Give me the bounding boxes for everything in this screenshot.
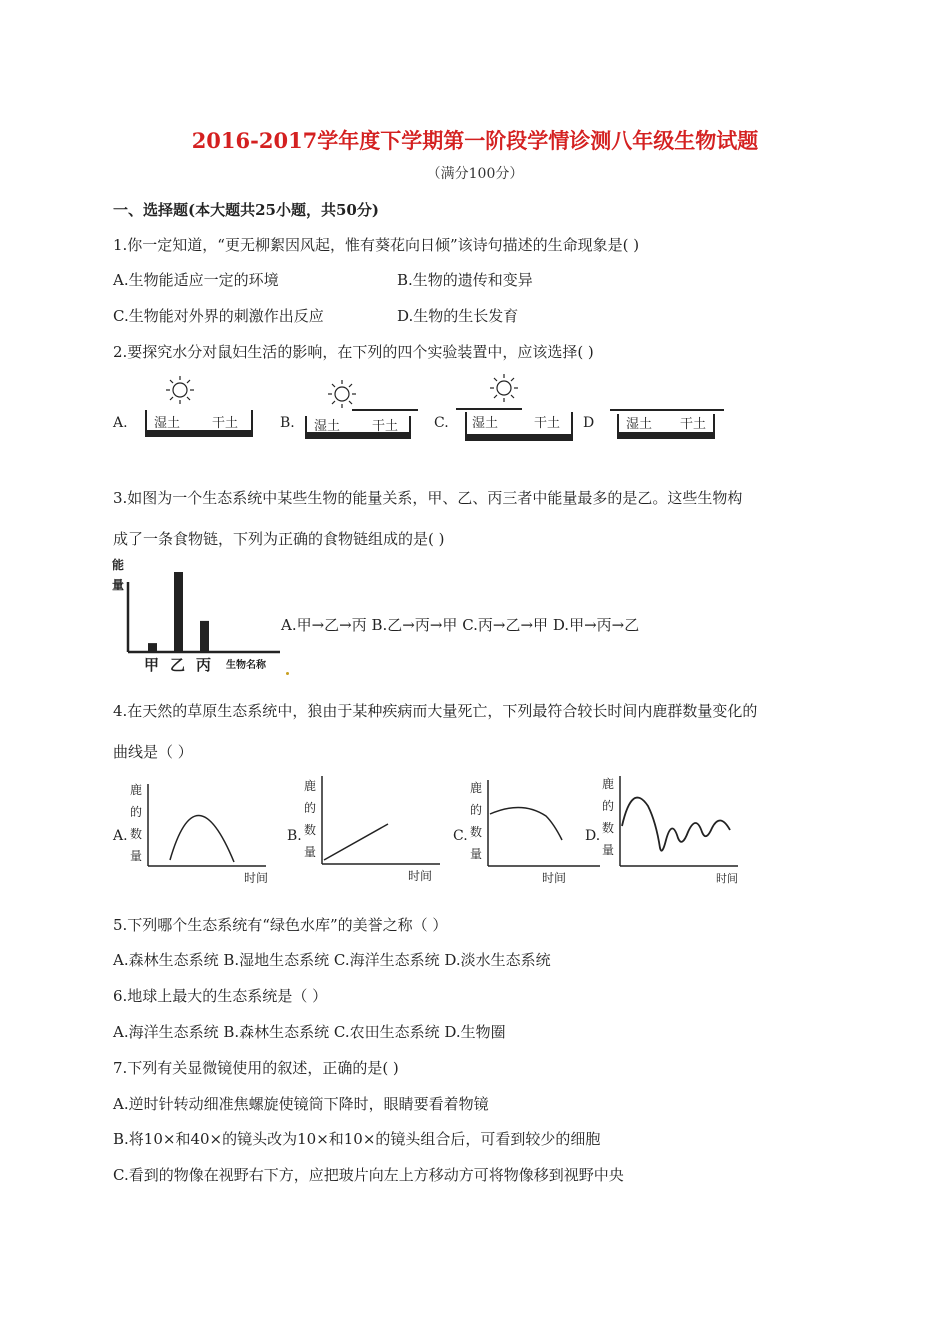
- svg-text:的: 的: [304, 801, 317, 815]
- x-axis-label: 时间: [244, 871, 269, 885]
- apparatus-d-label: D: [583, 415, 595, 431]
- score-note: （满分100分）: [426, 166, 524, 182]
- deer-population-curve: [622, 798, 730, 851]
- x-axis-label: 时间: [716, 872, 738, 885]
- curve-b-graph: [300, 770, 450, 886]
- chart-xlabel: 生物名称: [226, 660, 266, 671]
- svg-text:数: 数: [130, 827, 143, 841]
- dry-soil-label: 干土: [680, 417, 707, 432]
- curve-a-label: A.: [113, 828, 128, 844]
- svg-text:量: 量: [470, 847, 483, 861]
- apparatus-c-diagram: [452, 372, 582, 452]
- question-7-stem: 7.下列有关显微镜使用的叙述，正确的是( ): [113, 1059, 399, 1077]
- apparatus-b-diagram: [296, 372, 426, 452]
- svg-text:的: 的: [130, 805, 143, 819]
- question-7-option-c: C.看到的物像在视野右下方，应把玻片向左上方移动方可将物像移到视野中央: [113, 1166, 624, 1184]
- apparatus-a-diagram: [140, 372, 260, 452]
- x-axis-label: 时间: [542, 871, 567, 885]
- bar-0: [148, 643, 157, 652]
- bar-2: [200, 621, 209, 652]
- dry-soil-label: 干土: [212, 416, 239, 431]
- dry-soil-label: 干土: [372, 419, 399, 434]
- question-1-option-a: A.生物能适应一定的环境: [113, 271, 279, 289]
- svg-text:数: 数: [470, 825, 483, 839]
- question-3-options: A.甲→乙→丙 B.乙→丙→甲 C.丙→乙→甲 D.甲→丙→乙: [281, 616, 640, 634]
- dry-soil-label: 干土: [534, 416, 561, 431]
- apparatus-d-diagram: [604, 372, 734, 452]
- question-1-stem: 1.你一定知道，“更无柳絮因风起，惟有葵花向日倾”该诗句描述的生命现象是( ): [113, 236, 640, 254]
- sun-icon: [166, 376, 194, 404]
- question-7-option-a: A.逆时针转动细准焦螺旋使镜筒下降时，眼睛要看着物镜: [113, 1095, 489, 1113]
- wet-soil-label: 湿土: [472, 416, 499, 431]
- svg-text:鹿: 鹿: [130, 783, 143, 797]
- wet-soil-label: 湿土: [154, 416, 181, 431]
- svg-text:鹿: 鹿: [304, 779, 317, 793]
- section-heading: 一、选择题(本大题共25小题，共50分): [113, 201, 379, 219]
- question-3-stem-line1: 3.如图为一个生态系统中某些生物的能量关系，甲、乙、丙三者中能量最多的是乙。这些生物构: [113, 489, 743, 507]
- apparatus-c-label: C.: [434, 415, 449, 431]
- chart-ylabel-bottom: 量: [112, 578, 125, 592]
- curve-b-label: B.: [287, 828, 302, 844]
- bar-label-0: 甲: [144, 656, 160, 674]
- svg-text:量: 量: [602, 843, 615, 857]
- svg-text:的: 的: [470, 803, 483, 817]
- question-6-options: A.海洋生态系统 B.森林生态系统 C.农田生态系统 D.生物圈: [113, 1023, 506, 1041]
- question-1-option-b: B.生物的遗传和变异: [397, 271, 533, 289]
- question-4-stem-line2: 曲线是（ ）: [113, 743, 193, 761]
- sun-icon: [328, 380, 356, 408]
- chart-ylabel-top: 能: [112, 558, 125, 572]
- curve-d-graph: [598, 770, 748, 886]
- bar-label-2: 丙: [196, 656, 212, 674]
- curve-c-label: C.: [453, 828, 468, 844]
- svg-text:的: 的: [602, 799, 615, 813]
- svg-text:数: 数: [304, 823, 317, 837]
- x-axis-label: 时间: [408, 869, 433, 883]
- ink-dot: [286, 672, 289, 675]
- curve-d-label: D.: [585, 828, 601, 844]
- question-5-stem: 5.下列哪个生态系统有“绿色水库”的美誉之称（ ）: [113, 916, 448, 934]
- question-5-options: A.森林生态系统 B.湿地生态系统 C.海洋生态系统 D.淡水生态系统: [113, 951, 551, 969]
- deer-population-curve: [170, 815, 234, 862]
- question-7-option-b: B.将10×和40×的镜头改为10×和10×的镜头组合后，可看到较少的细胞: [113, 1130, 601, 1148]
- wet-soil-label: 湿土: [314, 419, 341, 434]
- question-1-option-c: C.生物能对外界的刺激作出反应: [113, 307, 324, 325]
- svg-text:量: 量: [130, 849, 143, 863]
- deer-population-curve: [490, 807, 562, 840]
- sun-icon: [490, 374, 518, 402]
- svg-text:量: 量: [304, 845, 317, 859]
- question-4-stem-line1: 4.在天然的草原生态系统中，狼由于某种疾病而大量死亡，下列最符合较长时间内鹿群数量变化的: [113, 702, 758, 720]
- question-6-stem: 6.地球上最大的生态系统是（ ）: [113, 987, 328, 1005]
- curve-a-graph: [126, 778, 276, 886]
- question-1-option-d: D.生物的生长发育: [397, 307, 519, 325]
- deer-population-curve: [324, 824, 388, 860]
- page-title: 2016-2017学年度下学期第一阶段学情诊测八年级生物试题: [191, 128, 759, 153]
- energy-bar-chart: [110, 556, 290, 680]
- question-3-stem-line2: 成了一条食物链，下列为正确的食物链组成的是( ): [113, 530, 445, 548]
- svg-text:鹿: 鹿: [602, 777, 615, 791]
- svg-text:鹿: 鹿: [470, 781, 483, 795]
- question-2-stem: 2.要探究水分对鼠妇生活的影响，在下列的四个实验装置中，应该选择( ): [113, 343, 594, 361]
- bar-1: [174, 572, 183, 652]
- bar-label-1: 乙: [170, 656, 186, 674]
- svg-text:数: 数: [602, 821, 615, 835]
- apparatus-b-label: B.: [280, 415, 295, 431]
- apparatus-a-label: A.: [113, 415, 128, 431]
- wet-soil-label: 湿土: [626, 417, 653, 432]
